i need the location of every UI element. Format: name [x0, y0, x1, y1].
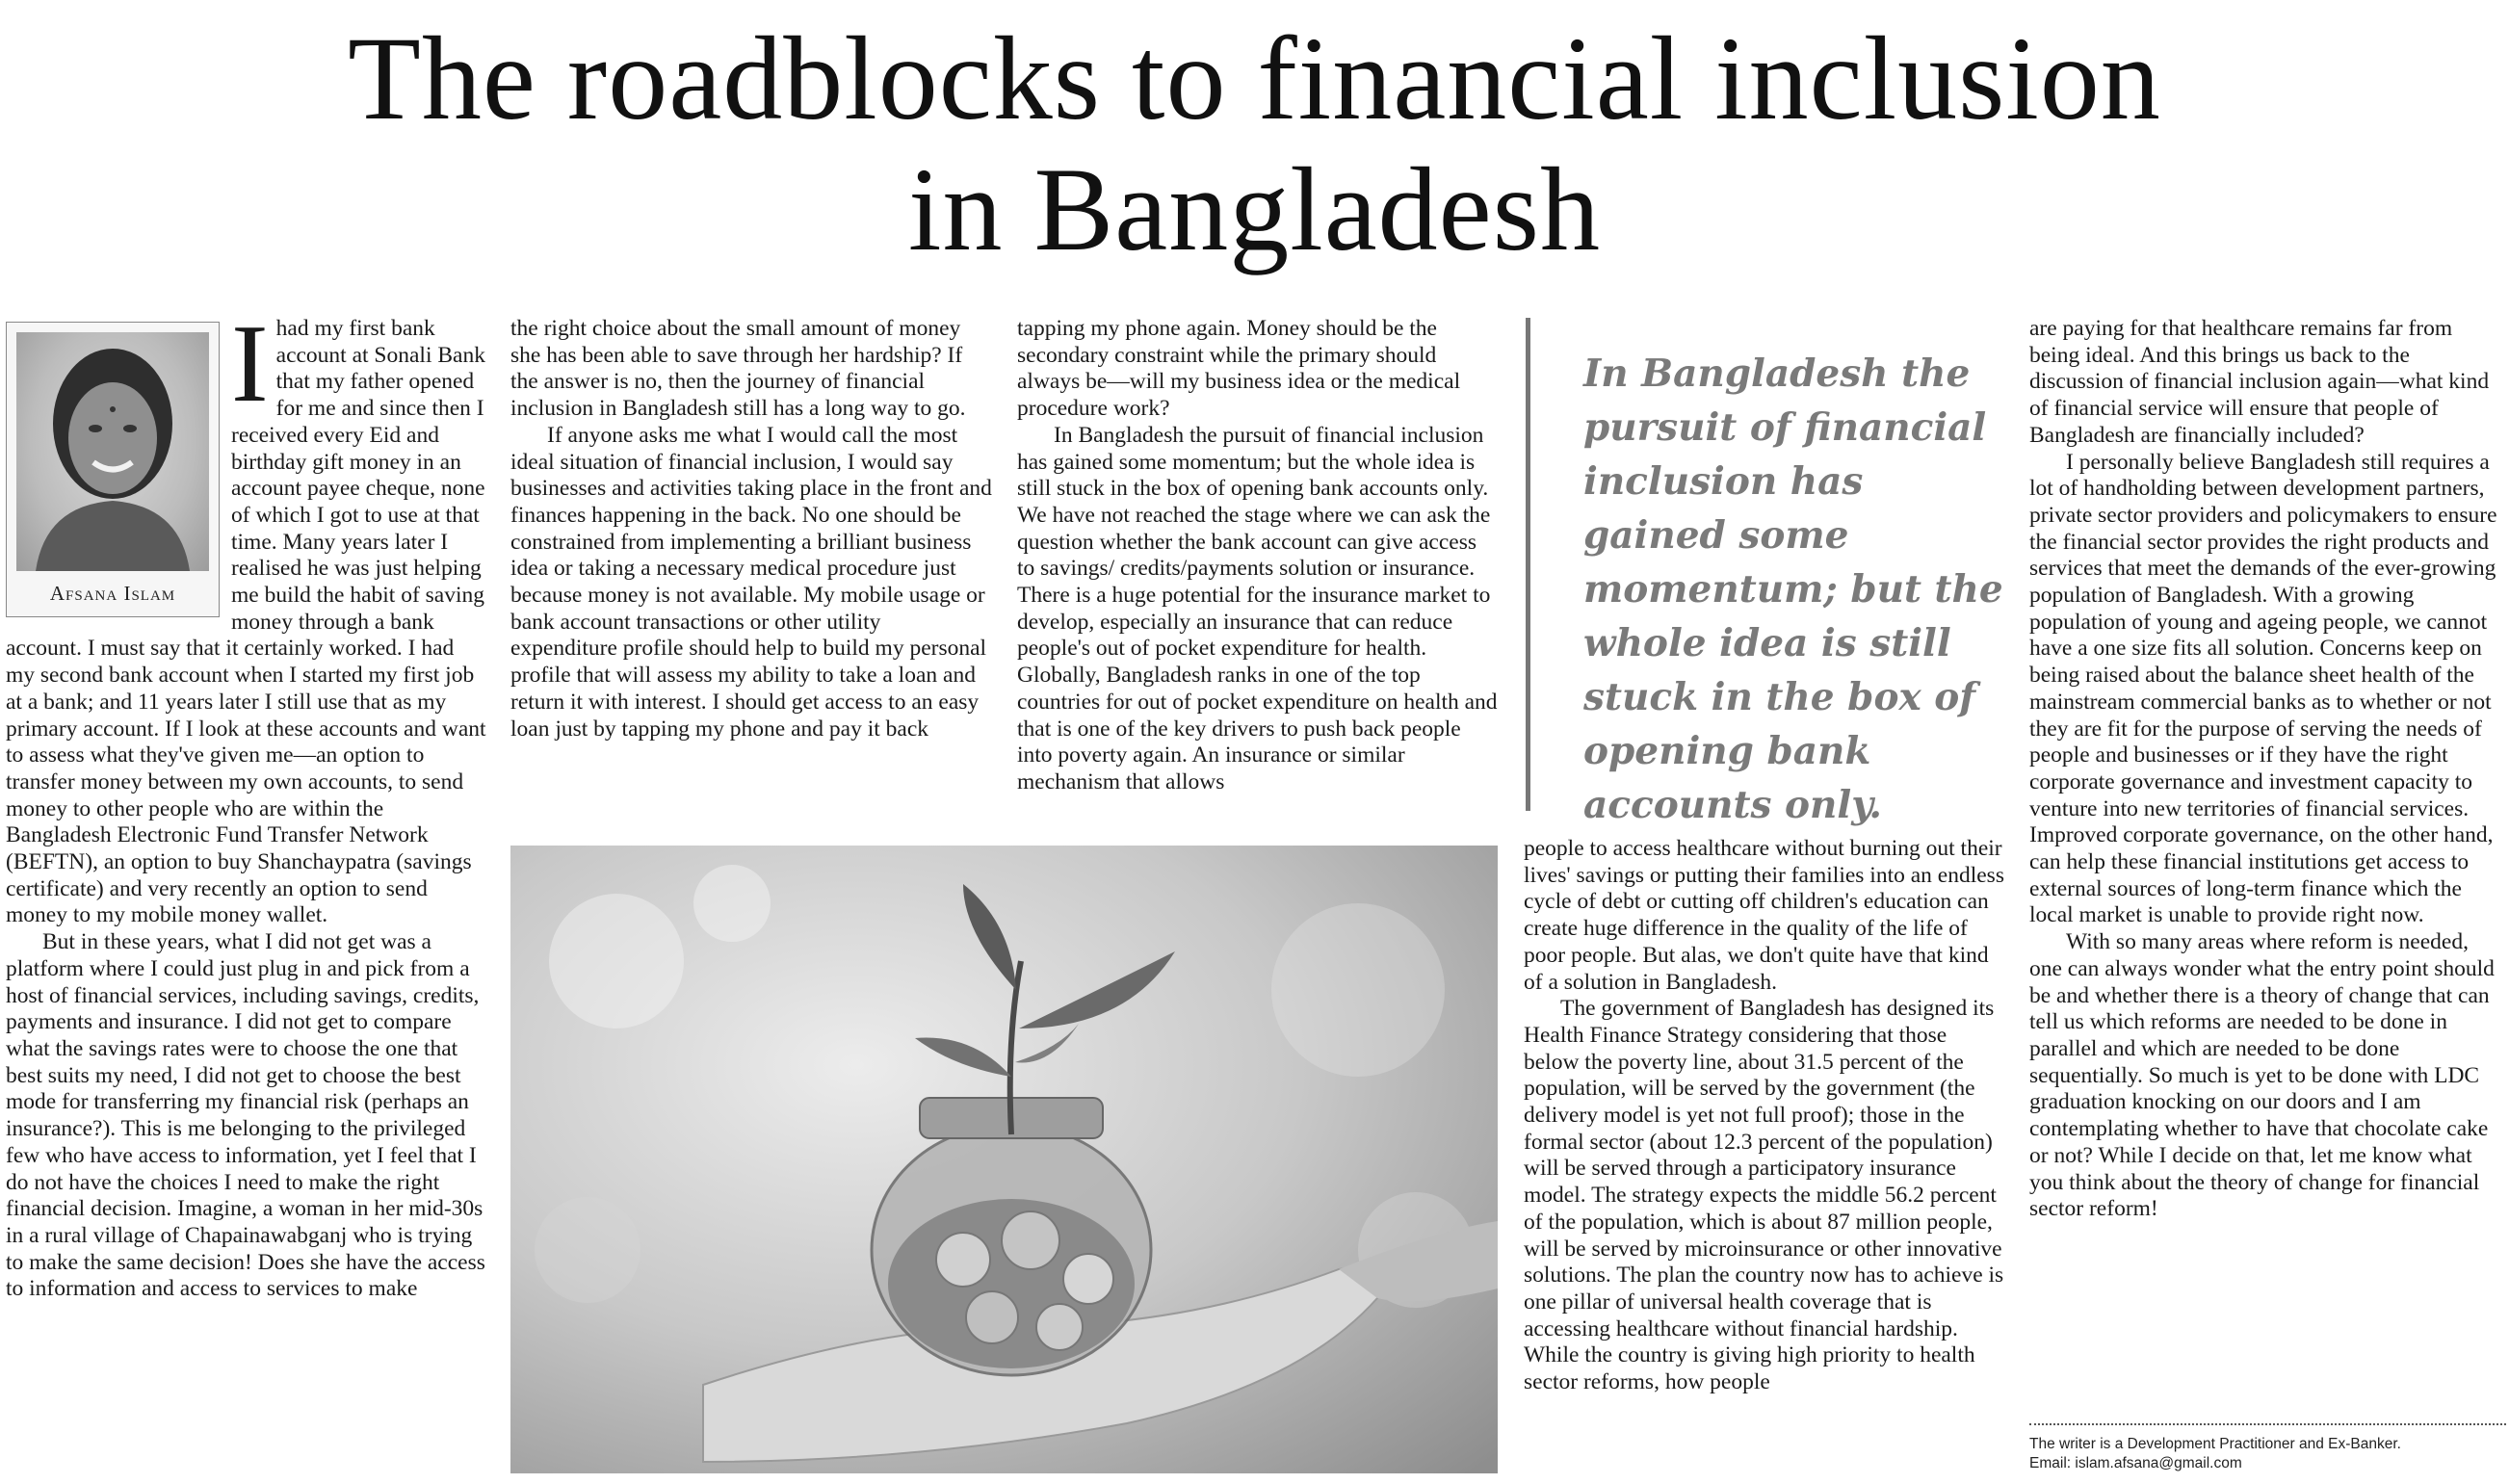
col2-paragraph-2: If anyone asks me what I would call the most ideal situation of financial inclusion, I would say businesses and activities taking place in the front and finances happening in the back. No one should be constrained from implementing a brilliant business idea or taking a necessary medical procedure just because money is not available. My mobile usage or bank account transactions or other utility expenditure profile should help to build my personal profile that will assess my ability to take a loan and return it with interest. I should get access to an easy loan just by tapping my phone and pay it back: [510, 422, 992, 742]
col1-paragraph-1: Ihad my first bank account at Sonali Bank that my father opened for me and since then I received every Eid and birthday gift money in an account payee cheque, none of which I got to use at that time. Many years later I realised he was just helping me build the habit of saving money through a bank account. I must say that it certainly worked. I had my second bank account when I started my first job at a bank; and 11 years later I still use that as my primary account. If I look at these accounts and want to assess what they've given me—an option to transfer money between my own accounts, to send money to other people who are within the Bangladesh Electronic Fund Transfer Network (BEFTN), an option to buy Shanchaypatra (savings certificate) and very recently an option to send money to my mobile money wallet.: [6, 316, 486, 928]
author-name-caption: Afsana Islam: [49, 582, 176, 605]
article-column-3: [1017, 316, 1499, 826]
col4-paragraph-1: people to access healthcare without burning out their lives' savings or putting their families into an endless cycle of debt or cutting off children's education can create huge difference in the quality of the life of poor people. But alas, we don't quite have that kind of a solution in Bangladesh.: [1524, 836, 2004, 995]
col2-paragraph-1: the right choice about the small amount of money she has been able to save through her hardship? If the answer is no, then the journey of financial inclusion in Bangladesh still has a long way to go.: [510, 316, 966, 422]
headline-line-1: The roadblocks to financial inclusion: [348, 13, 2161, 144]
author-portrait-icon: [16, 332, 209, 571]
article-headline: [0, 13, 2509, 275]
footnote-email: Email: islam.afsana@gmail.com: [2029, 1455, 2242, 1471]
article-column-5: [2029, 316, 2506, 1416]
col5-paragraph-3: With so many areas where reform is needed, one can always wonder what the entry point should be and whether there is a theory of change that can tell us which reforms are needed to be done in parallel and which are needed to be done sequentially. So much is yet to be done with LDC graduation knocking on our doors and I am contemplating whether to have that chocolate cake or not? While I decide on that, let me know what you think about the theory of change for financial sector reform!: [2029, 929, 2495, 1222]
author-footnote: [2029, 1423, 2506, 1473]
col1-paragraph-2: But in these years, what I did not get was a platform where I could just plug in and pick from a host of financial services, including savings, credits, payments and insurance. I did not get to compare what the savings rates were to choose the one that best suits my need, I did not get to choose the best mode for transferring my financial risk (perhaps an insurance?). This is me belonging to the privileged few who have access to information, yet I feel that I do not have the choices I need to make the right financial decision. Imagine, a woman in her mid-30s in a rural village of Chapainawabganj who is trying to make the same decision! Does she have the access to information and access to services to make: [6, 929, 485, 1302]
col5-paragraph-2: I personally believe Bangladesh still requires a lot of handholding between development partners, private sector providers and policymakers to ensure the financial sector provides the right products and services that meet the demands of the ever-growing population of Bangladesh. With a growing population of young and ageing people, we cannot have a one size fits all solution. Concerns keep on being raised about the balance sheet health of the mainstream commercial banks as to whether or not they are fit for the purpose of serving the needs of people and businesses or if they have the right corporate governance and investment capacity to venture into new territories of financial services. Improved corporate governance, on the other hand, can help these financial institutions get access to external sources of long-term finance which the local market is unable to provide right now.: [2029, 449, 2497, 928]
jar-of-coins-illustration: [510, 846, 1498, 1473]
author-photo: [16, 332, 209, 571]
pullquote-rule: [1526, 318, 1530, 811]
footnote-bio: The writer is a Development Practitioner and Ex-Banker.: [2029, 1436, 2401, 1452]
col5-paragraph-1: are paying for that healthcare remains far from being ideal. And this brings us back to the discussion of financial inclusion again—what kind of financial service will ensure that people of Bangladesh are financially included?: [2029, 316, 2490, 448]
article-column-2: [510, 316, 992, 826]
drop-cap: I: [231, 316, 269, 426]
headline-line-2: in Bangladesh: [908, 143, 1601, 275]
pullquote: In Bangladesh the pursuit of financial inclusion has gained some momentum; but the whole idea is still stuck in the box of opening bank accounts only.: [1583, 351, 2003, 827]
col4-paragraph-2: The government of Bangladesh has designed its Health Finance Strategy considering that those below the poverty line, about 31.5 percent of the population, will be served by the government (the delivery model is yet not full proof); those in the formal sector (about 12.3 percent of the population) will be served through a participatory insurance model. The strategy expects the middle 56.2 percent of the population, which is about 87 million people, will be served by microinsurance or other innovative solutions. The plan the country now has to achieve is one pillar of universal health coverage that is accessing healthcare without financial hardship. While the country is giving high priority to health sector reforms, how people: [1524, 996, 2004, 1395]
author-photo-frame: [6, 322, 220, 617]
col3-paragraph-2: In Bangladesh the pursuit of financial inclusion has gained some momentum; but the whole idea is still stuck in the box of opening bank accounts only. We have not reached the stage where we can ask the question whether the bank account can give access to savings/ credits/payments solution or insurance. There is a huge potential for the insurance market to develop, especially an insurance that can reduce people's out of pocket expenditure for health. Globally, Bangladesh ranks in one of the top countries for out of pocket expenditure on health and that is one of the key drivers to push back people into poverty again. An insurance or similar mechanism that allows: [1017, 422, 1498, 794]
col3-paragraph-1: tapping my phone again. Money should be the secondary constraint while the primary should always be—will my business idea or the medical procedure work?: [1017, 316, 1461, 422]
article-column-1: [6, 316, 487, 1481]
article-column-4: [1524, 836, 2005, 1481]
plant-in-coin-jar-icon: [510, 846, 1498, 1473]
